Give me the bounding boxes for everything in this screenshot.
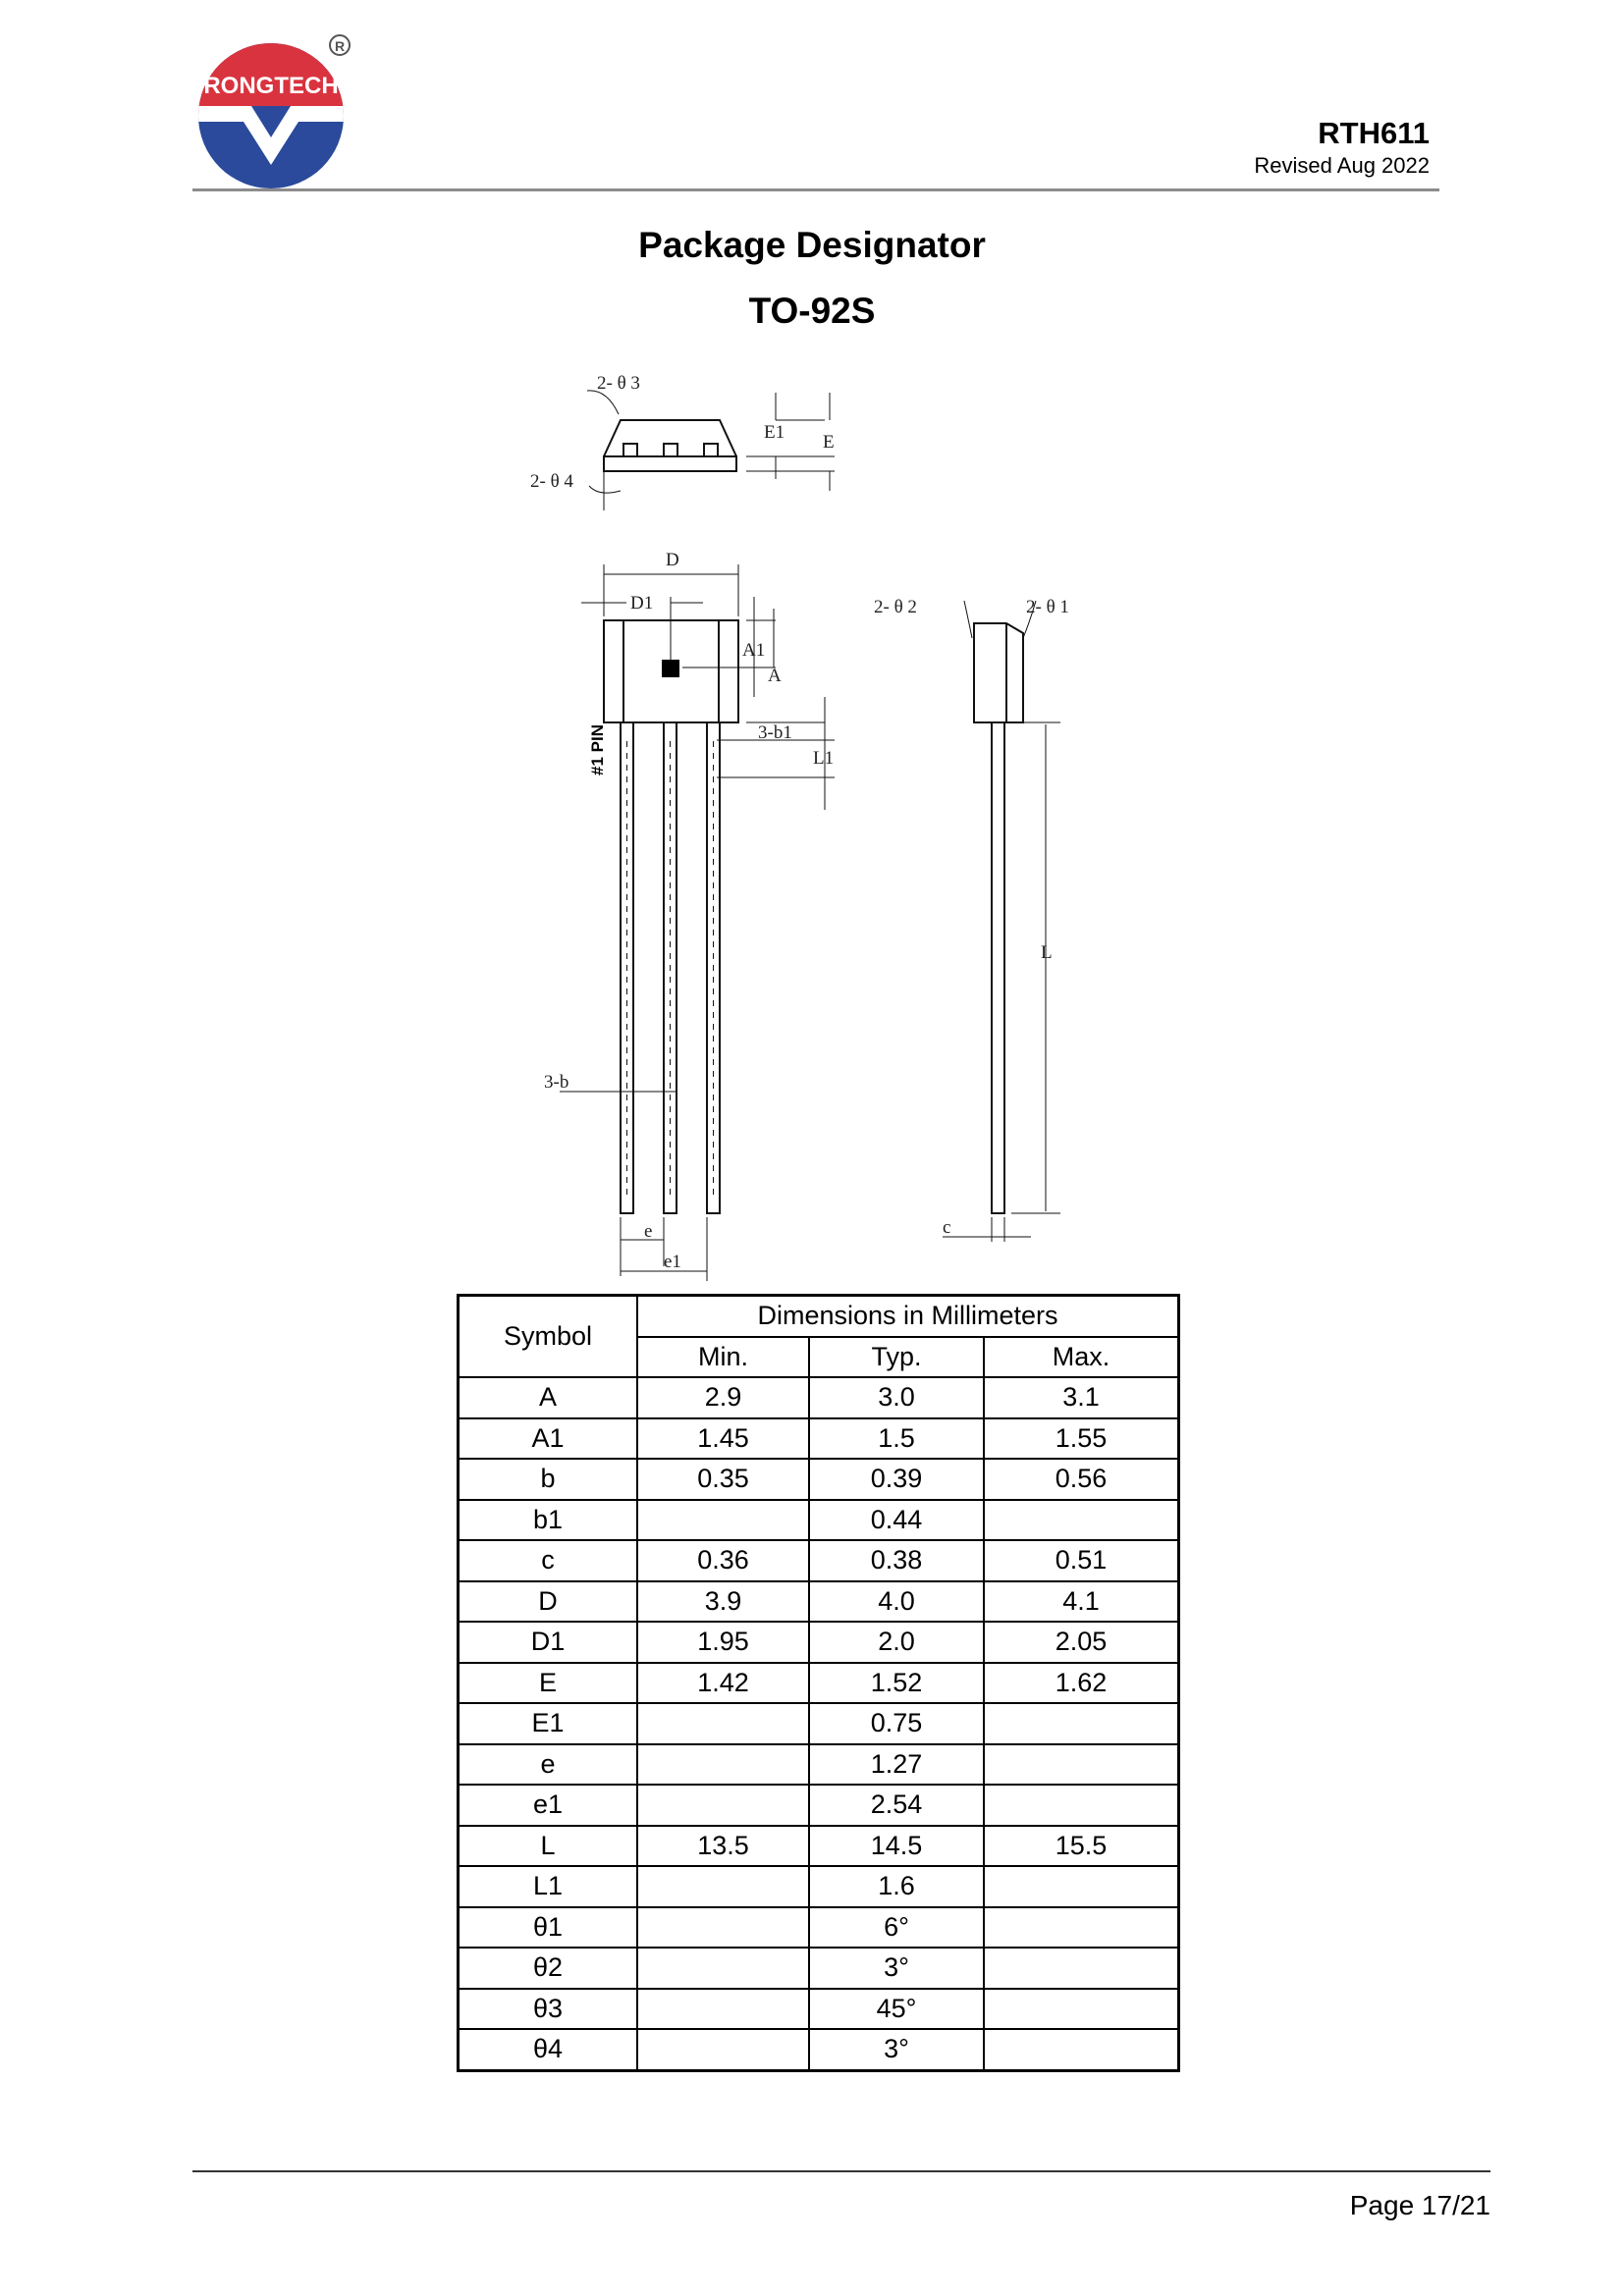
package-outline-drawing <box>511 353 1139 1286</box>
registered-mark: R <box>334 38 346 54</box>
cell-min: 1.45 <box>637 1418 809 1460</box>
header-max: Max. <box>984 1337 1179 1378</box>
label-3-b1: 3-b1 <box>758 722 792 743</box>
cell-symbol: E1 <box>459 1703 638 1744</box>
cell-max <box>984 1907 1179 1949</box>
cell-max <box>984 1744 1179 1786</box>
cell-typ: 45° <box>809 1989 984 2030</box>
table-row <box>459 1418 1179 1460</box>
cell-max <box>984 1948 1179 1989</box>
label-A: A <box>768 666 782 686</box>
header-typ: Typ. <box>809 1337 984 1378</box>
table-row <box>459 1785 1179 1826</box>
cell-max: 4.1 <box>984 1581 1179 1623</box>
cell-symbol: b1 <box>459 1500 638 1541</box>
cell-max <box>984 2029 1179 2070</box>
header-symbol: Symbol <box>459 1296 638 1378</box>
cell-symbol: D1 <box>459 1622 638 1663</box>
table-row <box>459 1948 1179 1989</box>
table-row <box>459 1377 1179 1418</box>
label-E1: E1 <box>764 422 785 443</box>
cell-typ: 0.44 <box>809 1500 984 1541</box>
cell-max: 1.62 <box>984 1663 1179 1704</box>
cell-max: 0.56 <box>984 1459 1179 1500</box>
page-number: Page 17/21 <box>1349 2190 1490 2220</box>
label-D: D <box>666 550 679 570</box>
cell-typ: 14.5 <box>809 1826 984 1867</box>
cell-typ: 0.75 <box>809 1703 984 1744</box>
cell-min: 0.36 <box>637 1540 809 1581</box>
cell-typ: 1.6 <box>809 1866 984 1907</box>
label-L: L <box>1041 942 1053 963</box>
cell-max: 3.1 <box>984 1377 1179 1418</box>
cell-max <box>984 1866 1179 1907</box>
dimensions-table <box>457 1294 1180 2072</box>
cell-min: 2.9 <box>637 1377 809 1418</box>
page-title: Package Designator <box>638 225 986 265</box>
cell-max: 1.55 <box>984 1418 1179 1460</box>
table-row <box>459 1826 1179 1867</box>
table-row <box>459 1459 1179 1500</box>
label-theta1: 2- θ 1 <box>1026 597 1069 617</box>
cell-max <box>984 1500 1179 1541</box>
footer-divider <box>192 2170 1490 2172</box>
cell-typ: 3.0 <box>809 1377 984 1418</box>
label-theta2: 2- θ 2 <box>874 597 917 617</box>
table-row <box>459 1989 1179 2030</box>
package-name: TO-92S <box>748 291 876 331</box>
cell-symbol: b <box>459 1459 638 1500</box>
cell-min <box>637 1989 809 2030</box>
label-L1: L1 <box>813 748 835 769</box>
table-row <box>459 1540 1179 1581</box>
label-e1: e1 <box>664 1252 681 1272</box>
table-row <box>459 1663 1179 1704</box>
cell-typ: 2.54 <box>809 1785 984 1826</box>
label-c: c <box>943 1217 951 1238</box>
label-pin1: #1 PIN <box>588 724 607 775</box>
cell-max: 2.05 <box>984 1622 1179 1663</box>
rongtech-logo <box>192 27 359 194</box>
cell-min <box>637 1866 809 1907</box>
cell-max: 15.5 <box>984 1826 1179 1867</box>
label-e: e <box>644 1221 653 1242</box>
cell-symbol: e <box>459 1744 638 1786</box>
cell-symbol: A <box>459 1377 638 1418</box>
cell-typ: 1.5 <box>809 1418 984 1460</box>
cell-max: 0.51 <box>984 1540 1179 1581</box>
cell-symbol: L <box>459 1826 638 1867</box>
cell-min <box>637 1744 809 1786</box>
label-theta4: 2- θ 4 <box>530 471 573 492</box>
cell-symbol: A1 <box>459 1418 638 1460</box>
header-divider <box>192 188 1439 191</box>
table-row <box>459 1500 1179 1541</box>
table-row <box>459 1866 1179 1907</box>
revision-date: Revised Aug 2022 <box>1254 153 1430 178</box>
cell-symbol: θ2 <box>459 1948 638 1989</box>
cell-typ: 1.52 <box>809 1663 984 1704</box>
header-dimensions: Dimensions in Millimeters <box>637 1296 1179 1337</box>
cell-min <box>637 1948 809 1989</box>
cell-symbol: D <box>459 1581 638 1623</box>
cell-min: 1.42 <box>637 1663 809 1704</box>
label-theta3: 2- θ 3 <box>597 373 640 394</box>
label-D1: D1 <box>630 593 654 614</box>
table-row <box>459 1581 1179 1623</box>
cell-min <box>637 1703 809 1744</box>
table-row <box>459 1907 1179 1949</box>
cell-symbol: θ4 <box>459 2029 638 2070</box>
cell-symbol: L1 <box>459 1866 638 1907</box>
cell-symbol: e1 <box>459 1785 638 1826</box>
label-A1: A1 <box>742 640 766 661</box>
cell-typ: 6° <box>809 1907 984 1949</box>
logo-brand-text: RONGTECH <box>203 73 339 99</box>
table-row <box>459 2029 1179 2070</box>
cell-typ: 2.0 <box>809 1622 984 1663</box>
cell-typ: 4.0 <box>809 1581 984 1623</box>
cell-symbol: c <box>459 1540 638 1581</box>
cell-typ: 3° <box>809 1948 984 1989</box>
cell-min <box>637 1785 809 1826</box>
cell-symbol: θ3 <box>459 1989 638 2030</box>
cell-typ: 0.38 <box>809 1540 984 1581</box>
cell-min <box>637 1907 809 1949</box>
cell-typ: 0.39 <box>809 1459 984 1500</box>
cell-max <box>984 1989 1179 2030</box>
cell-min: 0.35 <box>637 1459 809 1500</box>
cell-min: 3.9 <box>637 1581 809 1623</box>
cell-typ: 1.27 <box>809 1744 984 1786</box>
cell-min <box>637 2029 809 2070</box>
cell-max <box>984 1703 1179 1744</box>
cell-min <box>637 1500 809 1541</box>
label-E: E <box>823 432 835 453</box>
cell-min: 1.95 <box>637 1622 809 1663</box>
part-number: RTH611 <box>1318 116 1430 150</box>
label-3-b: 3-b <box>544 1072 569 1093</box>
cell-symbol: E <box>459 1663 638 1704</box>
cell-symbol: θ1 <box>459 1907 638 1949</box>
cell-max <box>984 1785 1179 1826</box>
table-row <box>459 1622 1179 1663</box>
cell-min: 13.5 <box>637 1826 809 1867</box>
table-row <box>459 1744 1179 1786</box>
table-row <box>459 1703 1179 1744</box>
header-min: Min. <box>637 1337 809 1378</box>
cell-typ: 3° <box>809 2029 984 2070</box>
